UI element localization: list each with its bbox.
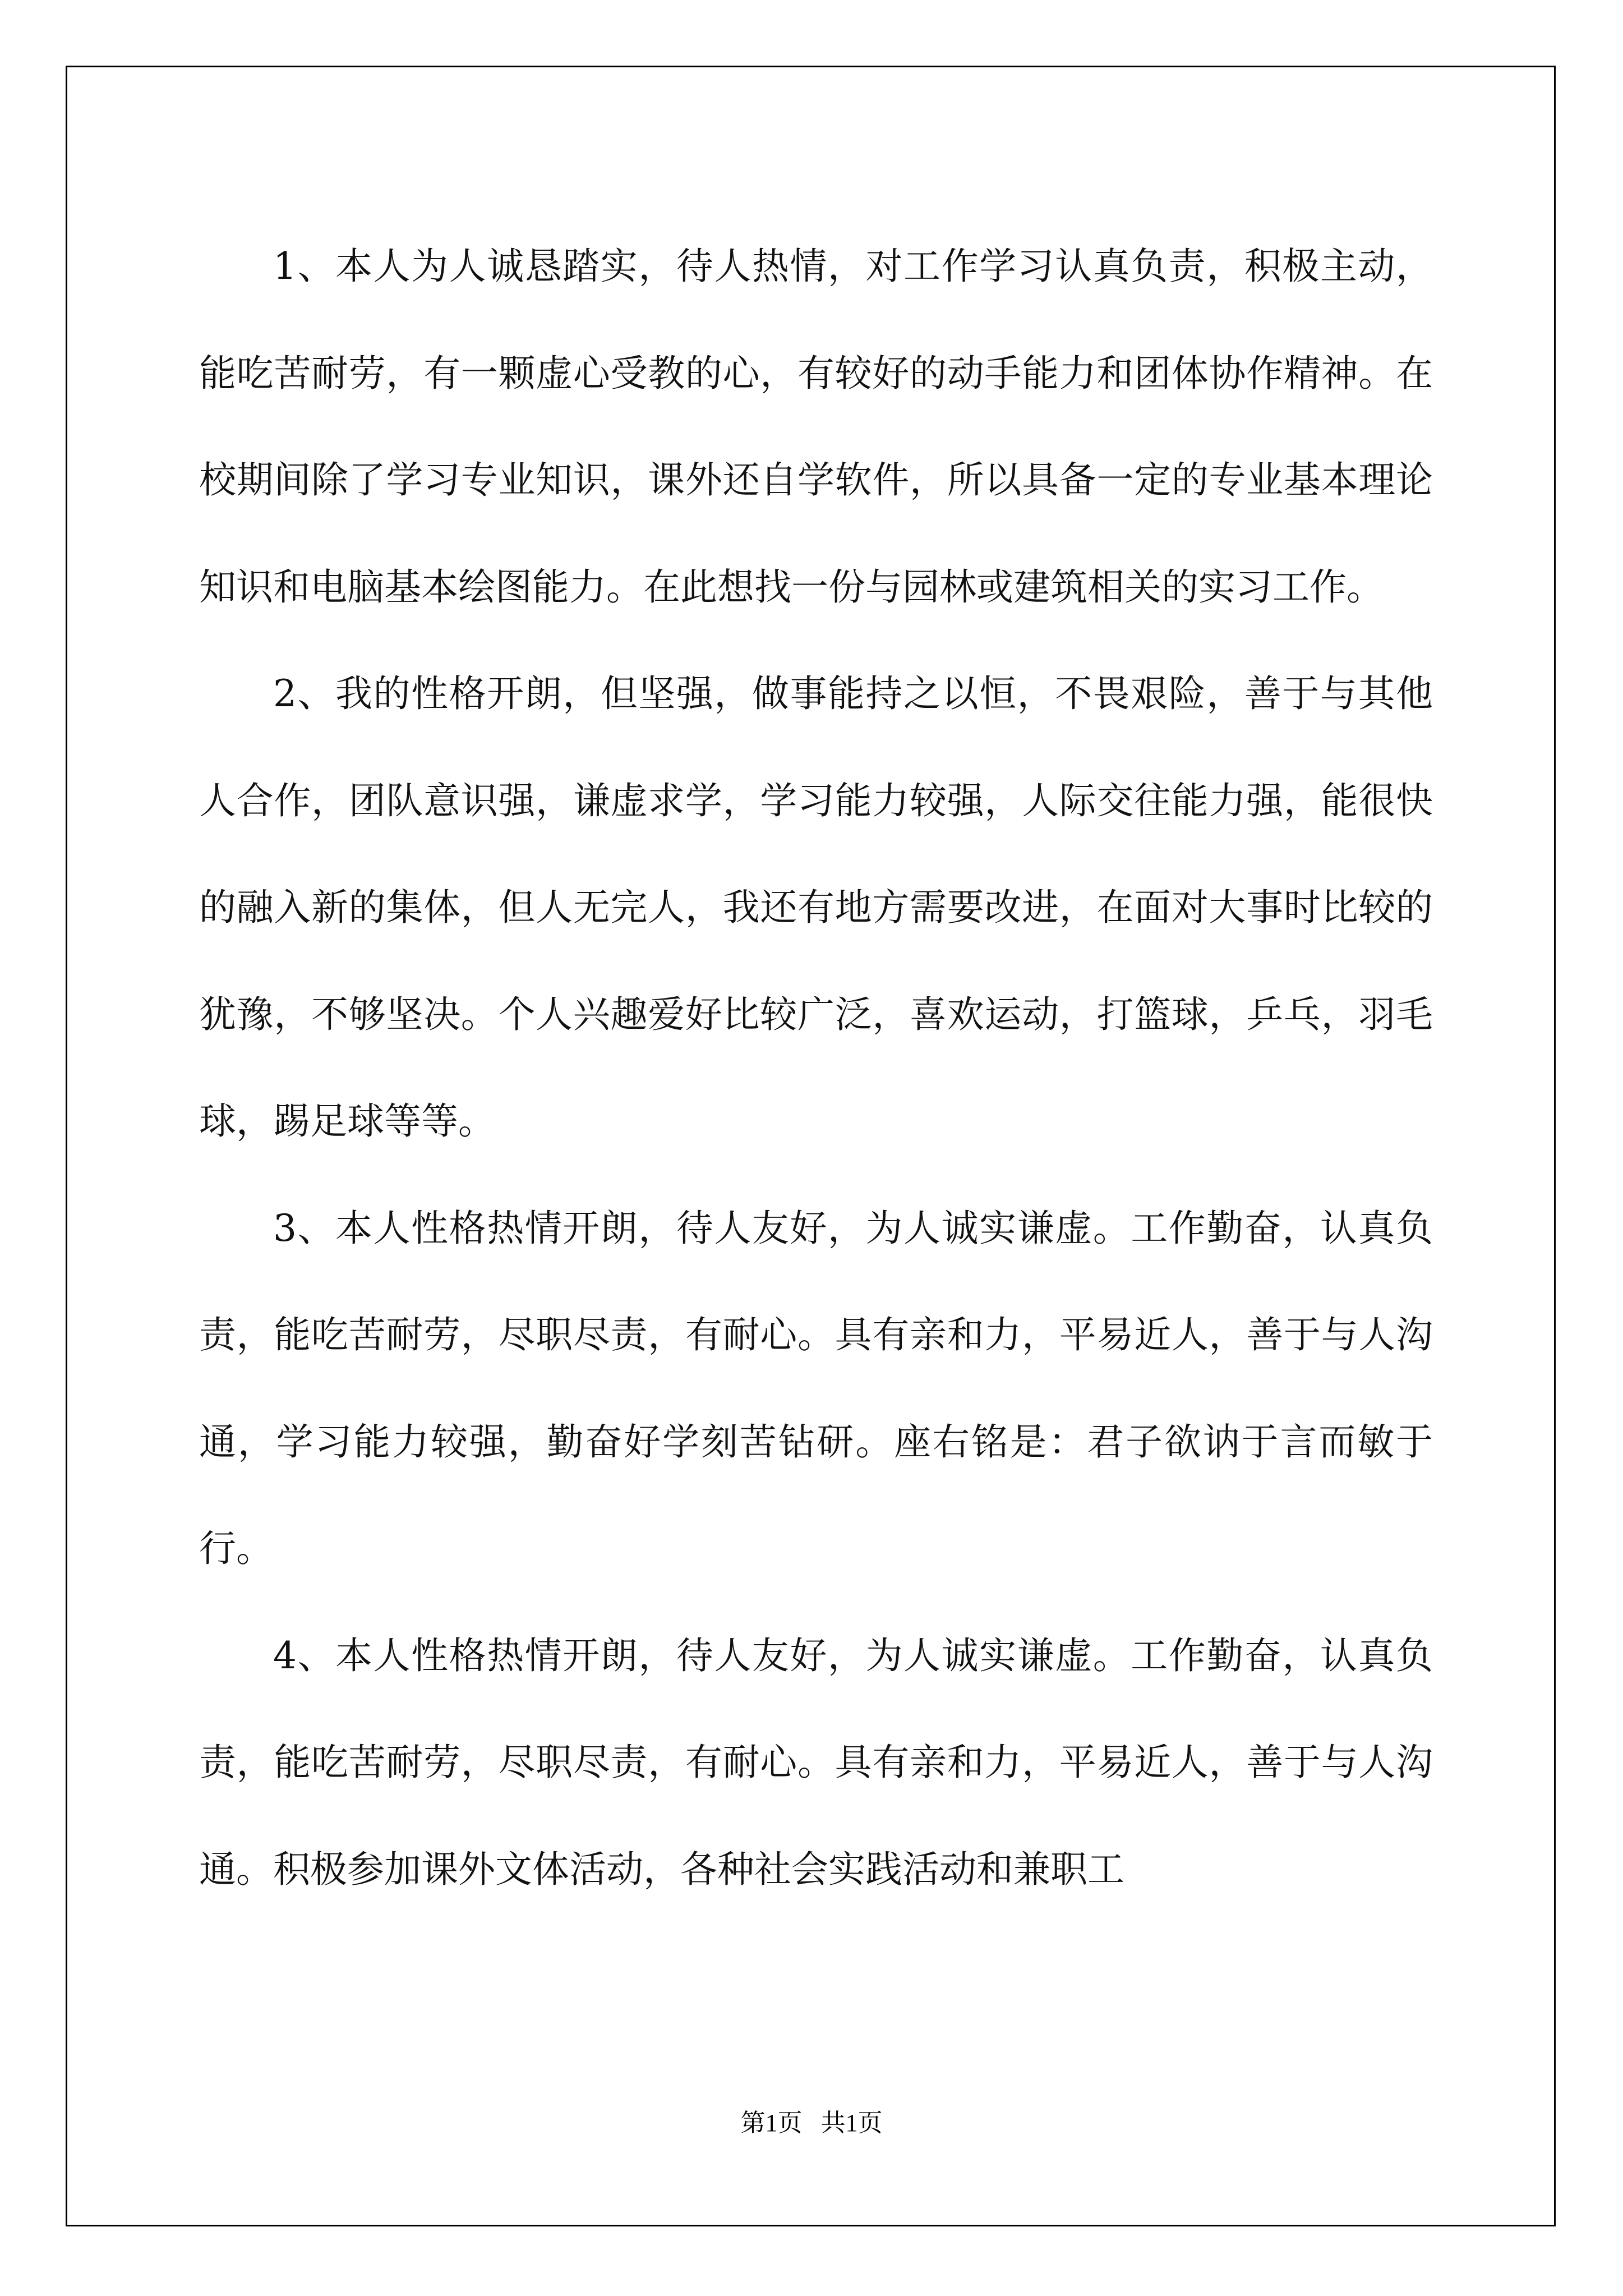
page-footer bbox=[0, 2106, 1623, 2140]
paragraph-4: 4、本人性格热情开朗，待人友好，为人诚实谦虚。工作勤奋，认真负责，能吃苦耐劳，尽职尽责，有耐心。具有亲和力，平易近人，善于与人沟通。积极参加课外文体活动，各种社会实践活动和兼职工 bbox=[199, 1634, 1433, 1891]
paragraph-3: 3、本人性格热情开朗，待人友好，为人诚实谦虚。工作勤奋，认真负责，能吃苦耐劳，尽职尽责，有耐心。具有亲和力，平易近人，善于与人沟通，学习能力较强，勤奋好学刻苦钻研。座右铭是：君子欲讷于言而敏于行。 bbox=[199, 1206, 1433, 1570]
total-pages: 共1页 bbox=[820, 2109, 883, 2137]
page-number: 第1页 bbox=[740, 2109, 803, 2137]
document-body bbox=[199, 213, 1433, 1923]
paragraph-2: 2、我的性格开朗，但坚强，做事能持之以恒，不畏艰险，善于与其他人合作，团队意识强，谦虚求学，学习能力较强，人际交往能力强，能很快的融入新的集体，但人无完人，我还有地方需要改进，在面对大事时比较的犹豫，不够坚决。个人兴趣爱好比较广泛，喜欢运动，打篮球，乒乓，羽毛球，踢足球等等。 bbox=[199, 672, 1433, 1143]
paragraph-1: 1、本人为人诚恳踏实，待人热情，对工作学习认真负责，积极主动，能吃苦耐劳，有一颗虚心受教的心，有较好的动手能力和团体协作精神。在校期间除了学习专业知识，课外还自学软件，所以具备一定的专业基本理论知识和电脑基本绘图能力。在此想找一份与园林或建筑相关的实习工作。 bbox=[199, 245, 1433, 609]
